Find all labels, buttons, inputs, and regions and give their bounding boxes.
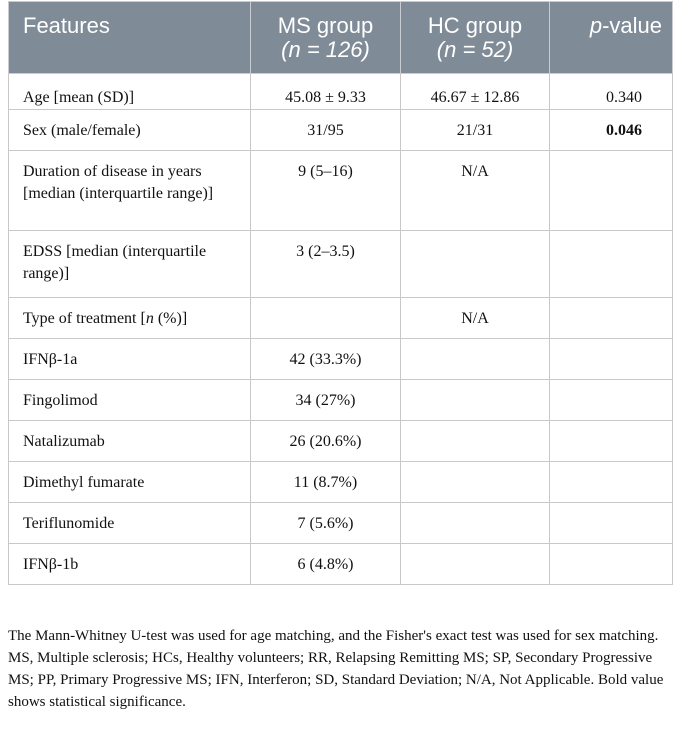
cell-ms: 7 (5.6%): [251, 503, 401, 544]
cell-p-value: [550, 503, 673, 544]
cell-ms: 3 (2–3.5): [251, 231, 401, 298]
cell-ms: [251, 298, 401, 339]
cell-feature-pre: Type of treatment [: [23, 310, 146, 327]
header-ms-group-line2: (n = 126): [281, 37, 370, 62]
cell-hc: [401, 380, 550, 421]
header-ms-group-line1: MS group: [277, 13, 374, 38]
cell-feature: IFNβ-1b: [9, 544, 251, 585]
cell-hc: N/A: [401, 298, 550, 339]
cell-p-value: [550, 339, 673, 380]
cell-feature: Age [mean (SD)]: [9, 74, 251, 110]
features-table: [8, 1, 673, 585]
cell-feature: Dimethyl fumarate: [9, 462, 251, 503]
cell-hc: [401, 462, 550, 503]
cell-feature: Teriflunomide: [9, 503, 251, 544]
cell-p-value-significant: 0.046: [550, 110, 673, 151]
cell-hc: [401, 544, 550, 585]
cell-feature: IFNβ-1a: [9, 339, 251, 380]
header-row: [9, 2, 673, 74]
table-row: [9, 151, 673, 231]
cell-ms: 34 (27%): [251, 380, 401, 421]
cell-feature: Sex (male/female): [9, 110, 251, 151]
cell-p-value: [550, 151, 673, 231]
cell-feature: Natalizumab: [9, 421, 251, 462]
cell-feature: Fingolimod: [9, 380, 251, 421]
header-hc-group-line2: (n = 52): [436, 37, 514, 62]
table-header: [9, 2, 673, 74]
cell-hc: 46.67 ± 12.86: [401, 74, 550, 110]
cell-p-value: [550, 380, 673, 421]
cell-ms: 9 (5–16): [251, 151, 401, 231]
cell-feature: EDSS [median (interquartile range)]: [9, 231, 251, 298]
cell-hc: [401, 503, 550, 544]
cell-ms: 26 (20.6%): [251, 421, 401, 462]
cell-hc: [401, 231, 550, 298]
cell-feature-italic: n: [145, 310, 154, 327]
cell-ms: 42 (33.3%): [251, 339, 401, 380]
table-body: [9, 74, 673, 585]
table-row: [9, 74, 673, 110]
cell-p-value: 0.340: [550, 74, 673, 110]
header-p-value-rest: -value: [602, 13, 662, 38]
table-row: [9, 339, 673, 380]
table-row: [9, 110, 673, 151]
cell-p-value: [550, 298, 673, 339]
cell-hc: [401, 421, 550, 462]
cell-feature-post: (%)]: [153, 310, 188, 327]
cell-p-value: [550, 231, 673, 298]
table-footnotes: [8, 625, 672, 713]
table-row: [9, 462, 673, 503]
cell-hc: [401, 339, 550, 380]
footnote-abbreviations: MS, Multiple sclerosis; HCs, Healthy volunteers; RR, Relapsing Remitting MS; SP, Secondary Progressive MS; PP, Primary Progressive MS; IFN, Interferon; SD, Standard Deviation; N/A, Not Applicable. Bold value shows statistical significance.: [8, 650, 664, 710]
header-features: [9, 2, 251, 74]
cell-ms: 11 (8.7%): [251, 462, 401, 503]
table-row: [9, 421, 673, 462]
cell-p-value: [550, 462, 673, 503]
cell-ms: 6 (4.8%): [251, 544, 401, 585]
header-hc-group-line1: HC group: [427, 13, 523, 38]
header-p-value-p: p: [589, 13, 603, 38]
table-row: [9, 298, 673, 339]
cell-feature: Duration of disease in years [median (interquartile range)]: [9, 151, 251, 231]
table-row: [9, 503, 673, 544]
cell-p-value: [550, 544, 673, 585]
cell-ms: 31/95: [251, 110, 401, 151]
cell-hc: N/A: [401, 151, 550, 231]
table-row: [9, 380, 673, 421]
cell-hc: 21/31: [401, 110, 550, 151]
cell-ms: 45.08 ± 9.33: [251, 74, 401, 110]
footnote-tests: The Mann-Whitney U-test was used for age matching, and the Fisher's exact test was used for sex matching.: [8, 628, 659, 644]
header-ms-group: [251, 2, 401, 74]
header-p-value: [550, 2, 673, 74]
header-features-label: Features: [23, 13, 110, 38]
table-row: [9, 544, 673, 585]
cell-feature: [9, 298, 251, 339]
table-row: [9, 231, 673, 298]
cell-p-value: [550, 421, 673, 462]
header-hc-group: [401, 2, 550, 74]
